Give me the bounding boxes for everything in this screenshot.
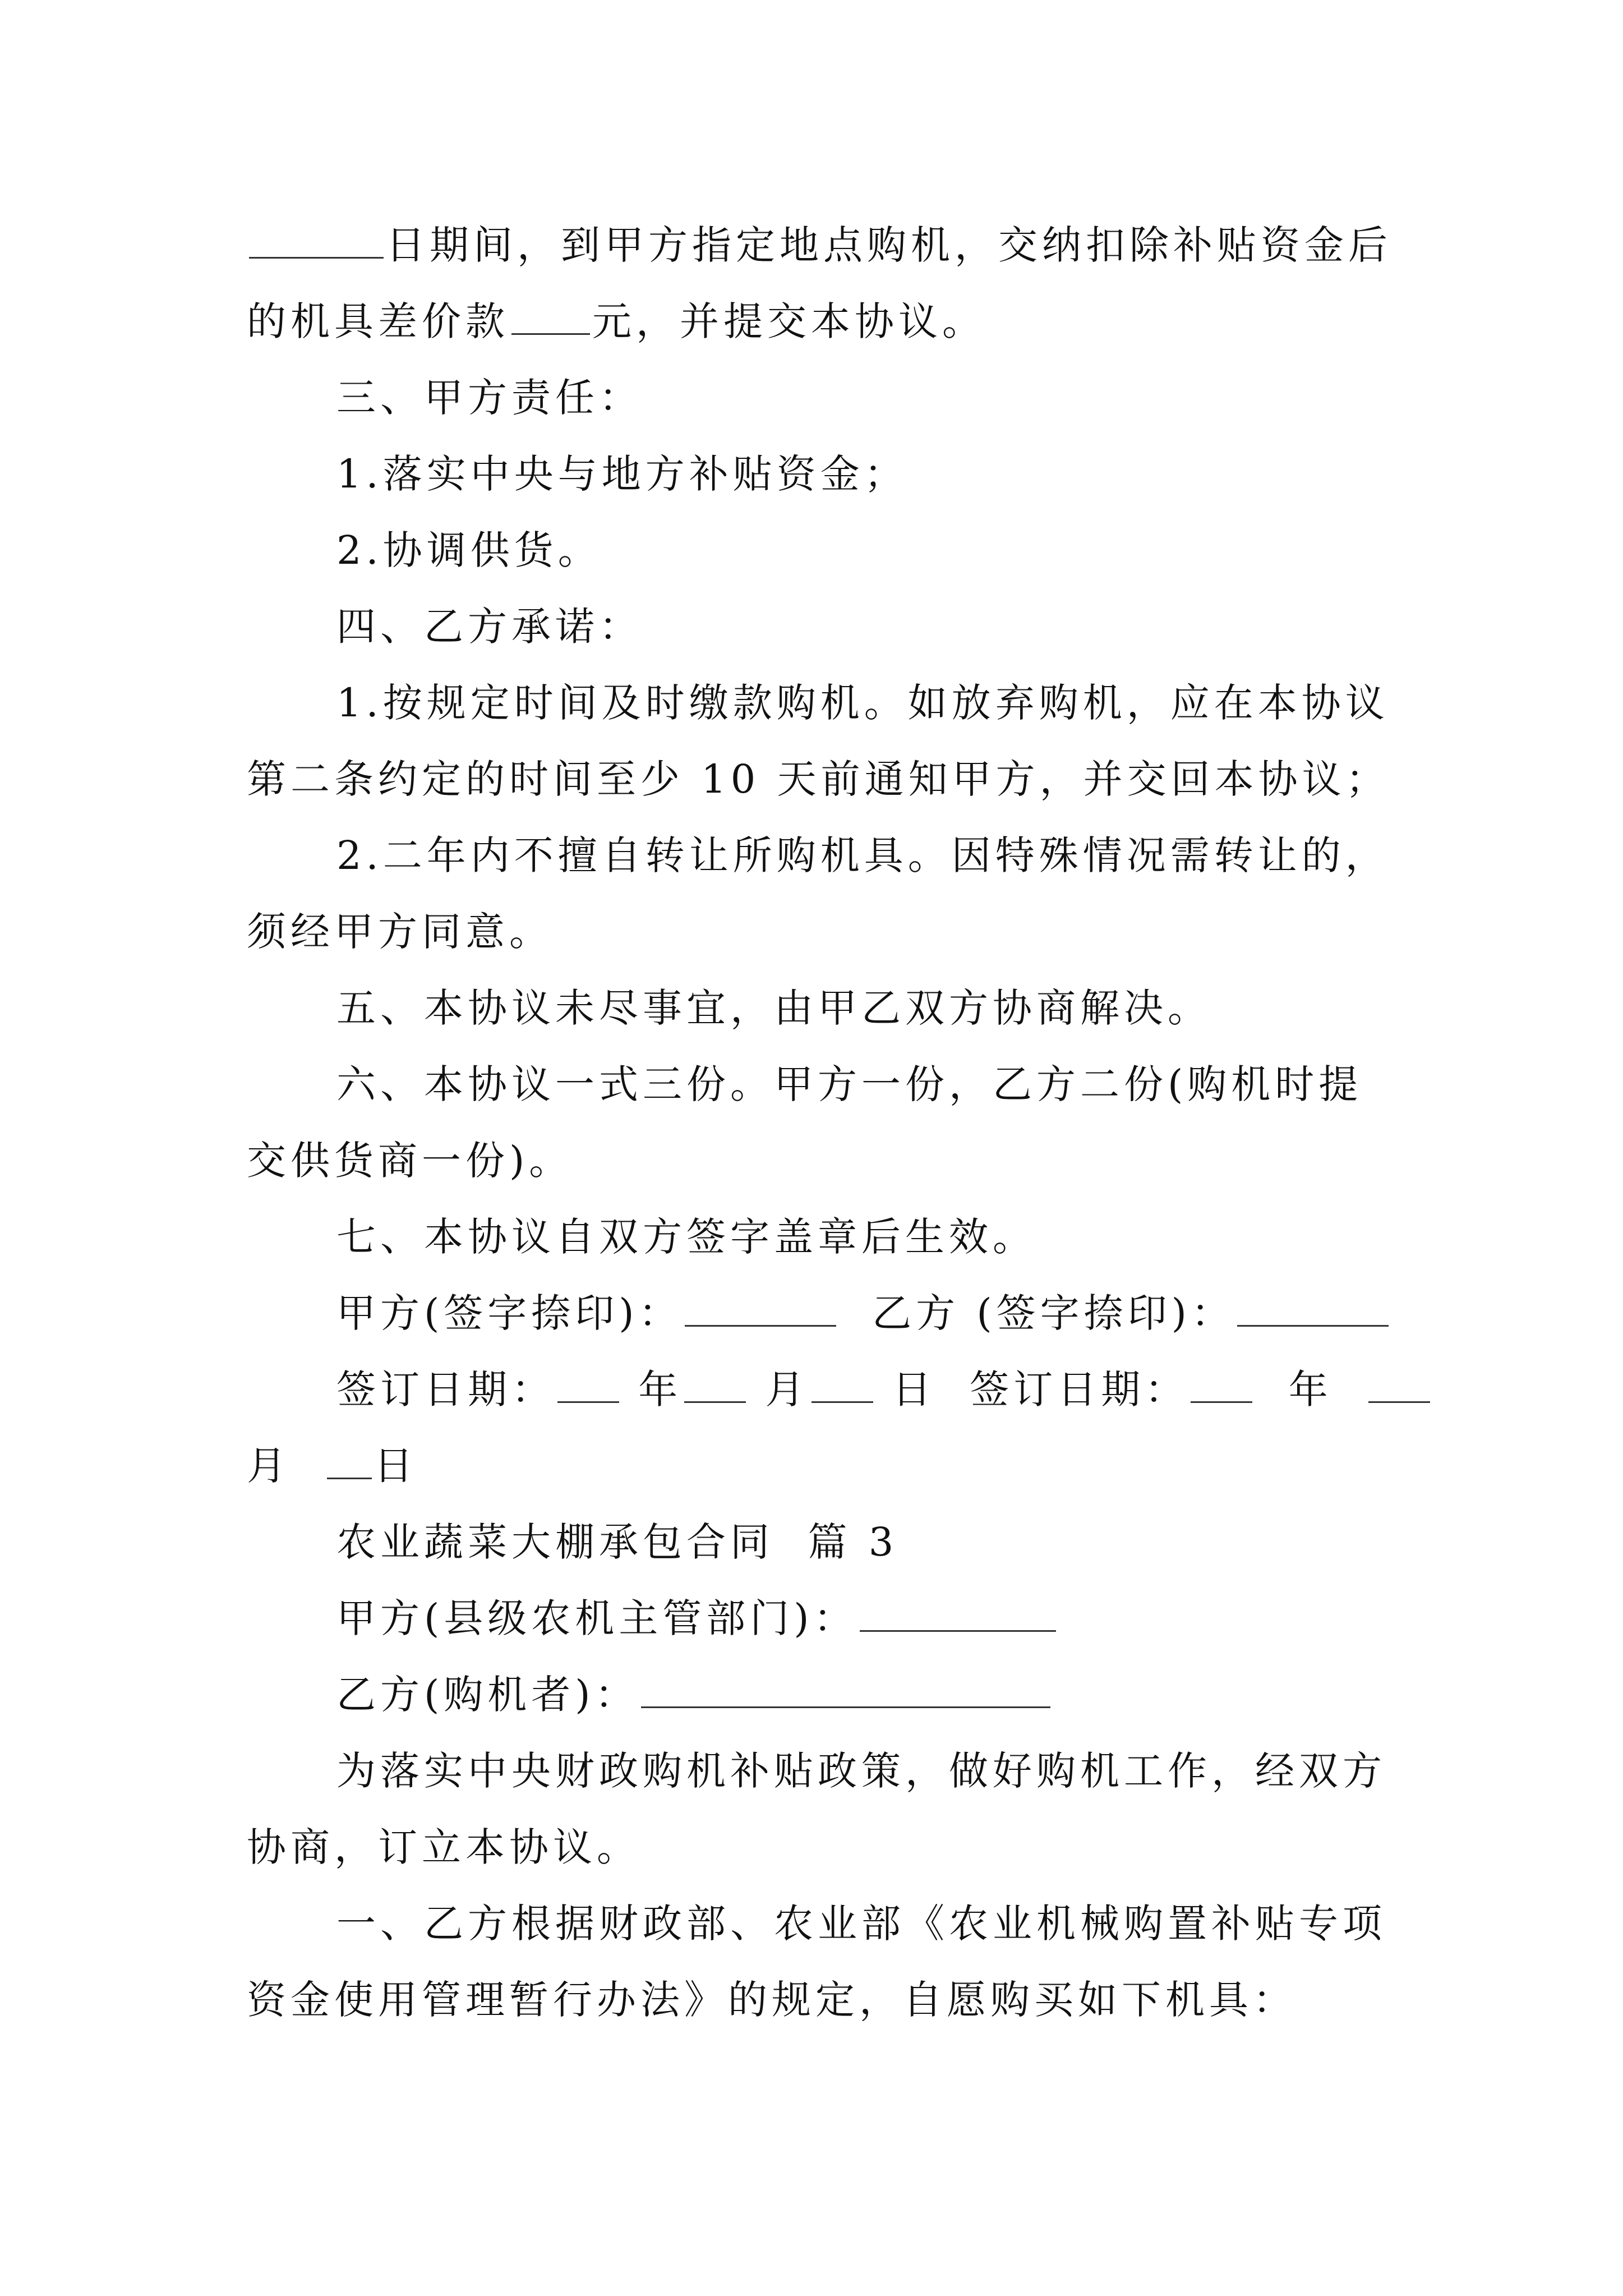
body-text: 交供货商一份)。 [247,1138,573,1184]
date-blank [327,1444,372,1479]
body-text: 的机具差价款 [247,298,509,344]
list-item [0,449,1623,499]
body-text: 须经甲方同意。 [247,909,553,955]
body-line [0,907,1623,957]
body-line [0,296,1623,347]
section-heading [0,1212,1623,1262]
date-label: 日 签订日期： [875,1366,1189,1412]
body-line [0,220,1623,270]
fill-blank [511,300,590,335]
date-unit: 月 [247,1443,325,1489]
body-text: 五、本协议未尽事宜，由甲乙双方协商解决。 [336,985,1211,1031]
signing-date-line [0,1441,1623,1491]
signature-line [0,1288,1623,1338]
party-b-line [0,1669,1623,1720]
party-b-signature-label: 乙方 (签字捺印)： [838,1290,1235,1336]
date-unit: 年 [1255,1366,1367,1412]
body-text: 2.协调供货。 [336,527,602,573]
body-text: 协商，订立本协议。 [247,1824,640,1870]
party-blank [860,1596,1056,1632]
date-label: 签订日期： [336,1366,555,1412]
date-blank [557,1368,619,1403]
signature-blank [685,1291,836,1327]
list-item [0,678,1623,728]
date-blank [811,1368,873,1403]
body-line [0,1135,1623,1186]
date-unit: 年 [621,1366,683,1412]
body-text: 第二条约定的时间至少 10 天前通知甲方，并交回本协议； [247,756,1390,802]
body-text: 农业蔬菜大棚承包合同 篇 3 [336,1519,898,1565]
date-blank [1368,1368,1430,1403]
list-item [0,525,1623,576]
date-blank [684,1368,746,1403]
list-item [0,830,1623,881]
body-text: 元，并提交本协议。 [592,298,986,344]
party-a-signature-label: 甲方(签字捺印)： [336,1290,683,1336]
party-a-line [0,1593,1623,1644]
body-text: 为落实中央财政购机补贴政策，做好购机工作，经双方 [336,1748,1386,1794]
signing-date-line [0,1364,1623,1415]
section-heading [0,601,1623,652]
body-text: 六、本协议一式三份。甲方一份，乙方二份(购机时提 [336,1061,1363,1107]
body-text: 四、乙方承诺： [336,604,643,650]
body-text: 三、甲方责任： [336,375,643,421]
date-unit: 月 [748,1366,809,1412]
body-line [0,754,1623,804]
signature-blank [1237,1291,1389,1327]
date-unit: 日 [374,1443,418,1489]
body-text: 乙方(购机者)： [336,1672,639,1718]
section-heading [0,1059,1623,1110]
party-blank [641,1673,1050,1708]
date-blank [1191,1368,1252,1403]
body-line [0,1746,1623,1796]
section-heading [0,1898,1623,1949]
body-text: 一、乙方根据财政部、农业部《农业机械购置补贴专项 [336,1901,1386,1947]
body-line [0,1822,1623,1872]
body-text: 甲方(县级农机主管部门)： [336,1595,857,1641]
section-heading [0,372,1623,423]
contract-title [0,1517,1623,1567]
body-text: 1.落实中央与地方补贴资金； [336,451,908,497]
body-text: 1.按规定时间及时缴款购机。如放弃购机，应在本协议 [336,680,1389,726]
body-text: 七、本协议自双方签字盖章后生效。 [336,1214,1036,1260]
section-heading [0,983,1623,1033]
body-line [0,1975,1623,2025]
body-text: 2.二年内不擅自转让所购机具。因特殊情况需转让的， [336,832,1389,878]
body-text: 资金使用管理暂行办法》的规定，自愿购买如下机具： [247,1977,1297,2023]
fill-blank [249,223,384,259]
body-text: 日期间，到甲方指定地点购机，交纳扣除补贴资金后 [386,222,1392,268]
